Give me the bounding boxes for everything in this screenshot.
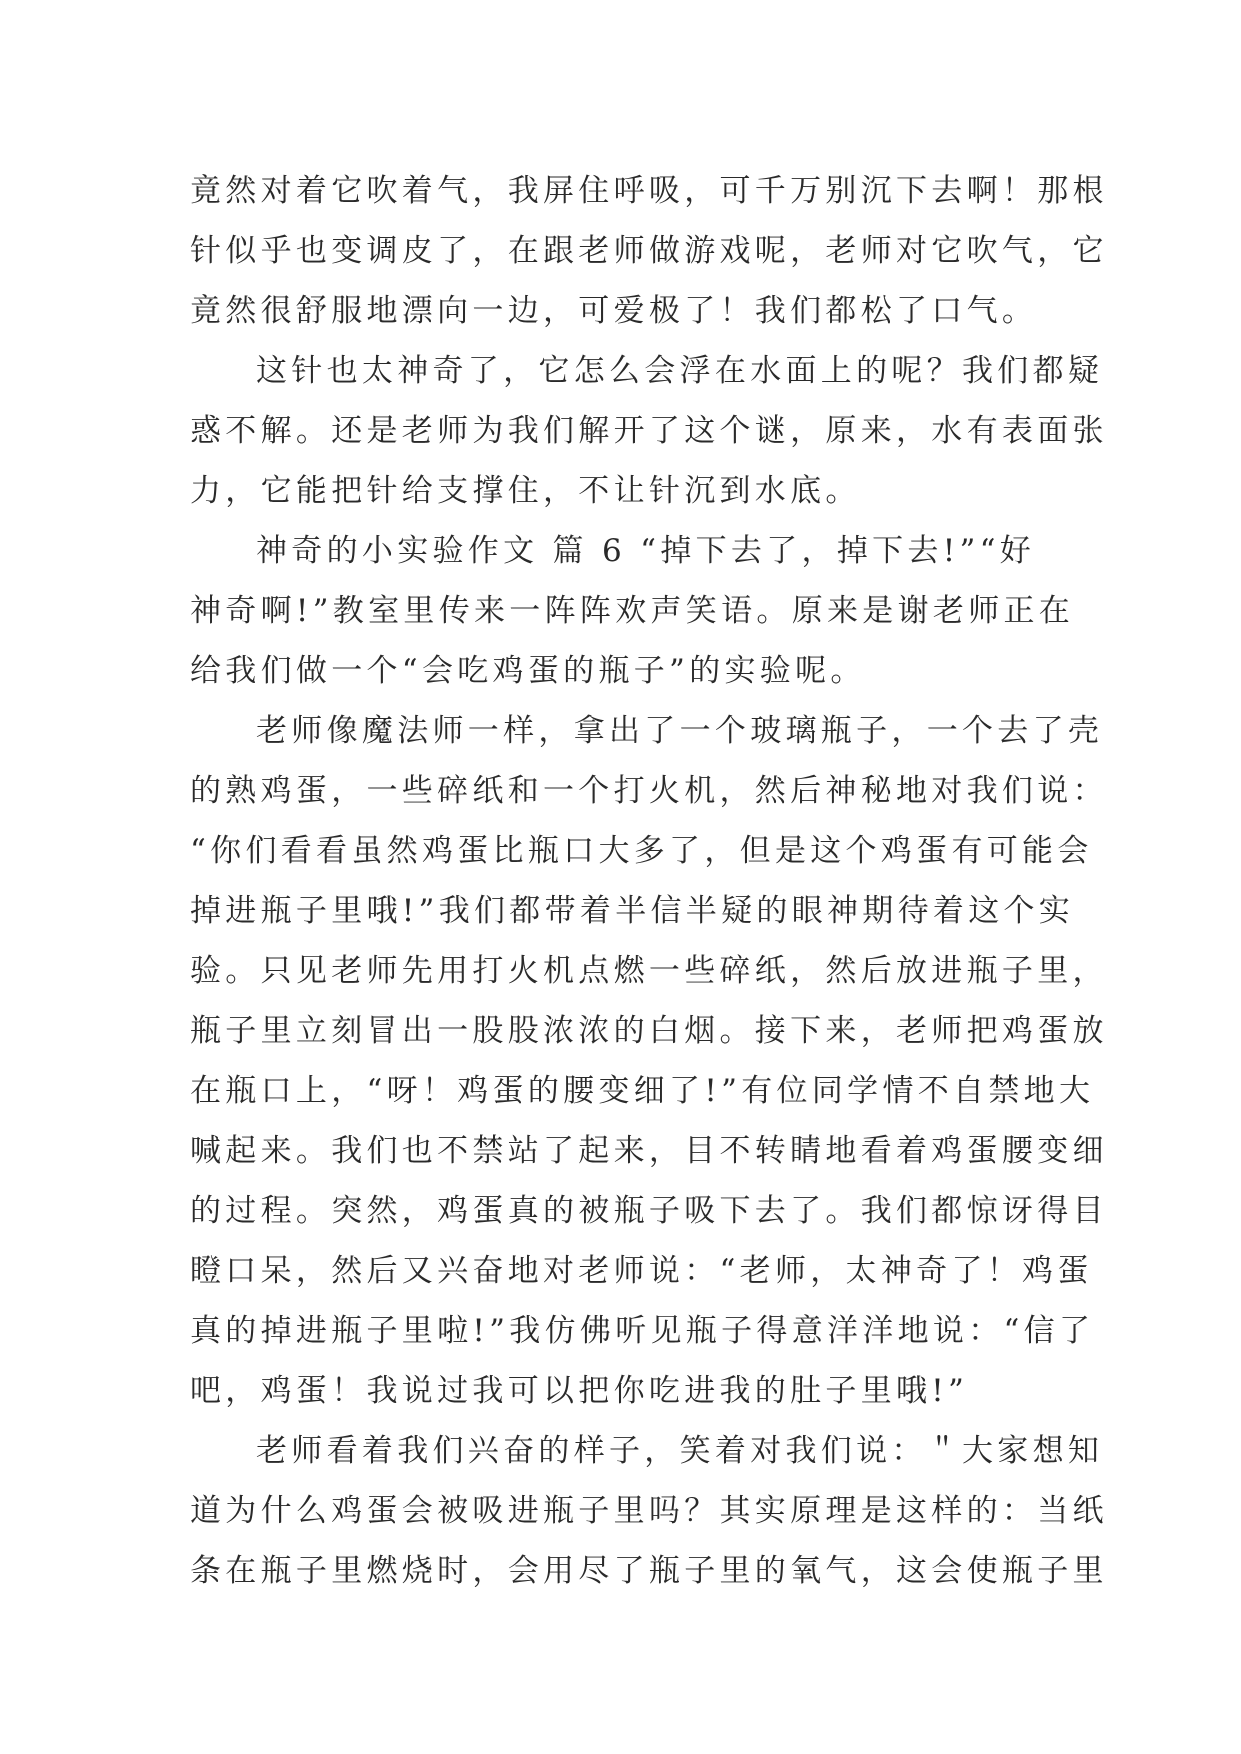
text-line: 神奇的小实验作文 篇 6 “掉下去了，掉下去!”“好 [256, 533, 1036, 569]
text-line: “你们看看虽然鸡蛋比瓶口大多了，但是这个鸡蛋有可能会 [190, 833, 1093, 869]
text-line: 的过程。突然，鸡蛋真的被瓶子吸下去了。我们都惊讶得目 [190, 1193, 1108, 1229]
text-line: 力，它能把针给支撑住，不让针沉到水底。 [190, 473, 861, 509]
text-line: 瓶子里立刻冒出一股股浓浓的白烟。接下来，老师把鸡蛋放 [190, 1013, 1108, 1049]
text-line: 神奇啊!”教室里传来一阵阵欢声笑语。原来是谢老师正在 [190, 593, 1075, 629]
text-line: 道为什么鸡蛋会被吸进瓶子里吗？其实原理是这样的：当纸 [190, 1493, 1108, 1529]
text-line: 惑不解。还是老师为我们解开了这个谜，原来，水有表面张 [190, 413, 1108, 449]
text-line: 给我们做一个“会吃鸡蛋的瓶子”的实验呢。 [190, 653, 866, 689]
text-line: 条在瓶子里燃烧时，会用尽了瓶子里的氧气，这会使瓶子里 [190, 1553, 1108, 1589]
text-line: 的熟鸡蛋，一些碎纸和一个打火机，然后神秘地对我们说： [190, 773, 1108, 809]
text-line: 竟然对着它吹着气，我屏住呼吸，可千万别沉下去啊！那根 [190, 173, 1108, 209]
text-line: 老师看着我们兴奋的样子，笑着对我们说：＂大家想知 [256, 1433, 1104, 1469]
text-line: 针似乎也变调皮了，在跟老师做游戏呢，老师对它吹气，它 [190, 233, 1108, 269]
text-line: 掉进瓶子里哦!”我们都带着半信半疑的眼神期待着这个实 [190, 893, 1075, 929]
text-line: 竟然很舒服地漂向一边，可爱极了！我们都松了口气。 [190, 293, 1038, 329]
text-line: 这针也太神奇了，它怎么会浮在水面上的呢？我们都疑 [256, 353, 1104, 389]
text-line: 验。只见老师先用打火机点燃一些碎纸，然后放进瓶子里， [190, 953, 1108, 989]
text-line: 喊起来。我们也不禁站了起来，目不转睛地看着鸡蛋腰变细 [190, 1133, 1108, 1169]
text-line: 老师像魔法师一样，拿出了一个玻璃瓶子，一个去了壳 [256, 713, 1104, 749]
text-line: 瞪口呆，然后又兴奋地对老师说：“老师，太神奇了！鸡蛋 [190, 1253, 1093, 1289]
text-line: 在瓶口上，“呀！鸡蛋的腰变细了!”有位同学情不自禁地大 [190, 1073, 1095, 1109]
text-line: 真的掉进瓶子里啦!”我仿佛听见瓶子得意洋洋地说：“信了 [190, 1313, 1095, 1349]
text-line: 吧，鸡蛋！我说过我可以把你吃进我的肚子里哦!” [190, 1373, 969, 1409]
essay-body [190, 161, 1108, 1601]
